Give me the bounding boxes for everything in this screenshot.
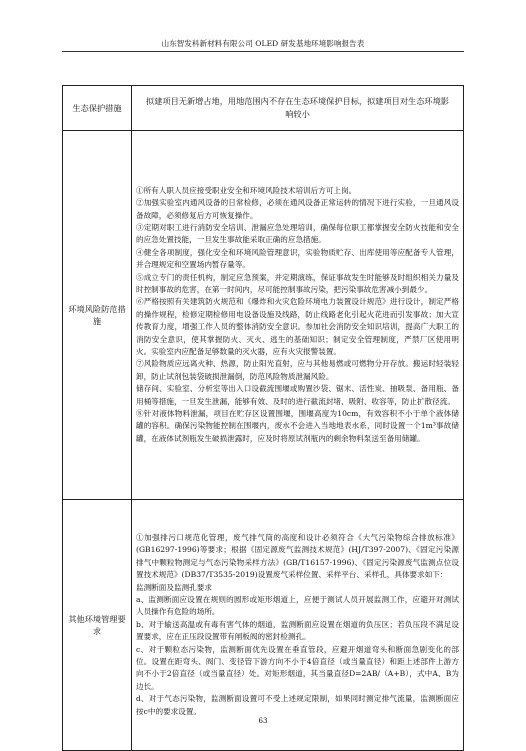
paragraph: ⑧针对液体物料泄漏，项目在贮存区设置围堰，围堰高度为10cm，有效容积不小于单个液体储罐的容积。确保污染物能控制在围堰内，废水不会进入当地地表水系，同时设置一个1m³事故储罐，在液体试剂瓶发生破损泄露时，应及时将原试剂瓶内的剩余物料泵送至备用储罐。 <box>136 409 459 443</box>
table-row <box>63 86 464 131</box>
paragraph: ③定期对职工进行消防安全培训、泄漏应急处理培训，确保每位职工都掌握安全防火技能和安全的应急处置技能，一旦发生事故能采取正确的应急措施。 <box>136 222 459 245</box>
header-divider <box>62 51 464 52</box>
row-label-risk: 环境风险防范措施 <box>63 131 132 500</box>
paragraph: a、监测断面应设置在规则的圆形或矩形烟道上，应便于测试人员开展监测工作，应避开对测试人员操作有危险的场所。 <box>136 594 459 617</box>
table-row <box>63 131 464 500</box>
page-number: 63 <box>258 717 268 725</box>
row-label-ecology: 生态保护措施 <box>63 86 132 131</box>
row-content-ecology <box>132 86 464 131</box>
table-row <box>63 500 464 751</box>
measures-table <box>62 85 464 751</box>
paragraph: ⑦风险物质应远离火种、热源，防止阳光直射，应与其他易燃或可燃物分开存放。搬运时轻装轻卸，防止试剂包装袋破损泄漏倒，防范风险物质泄漏风险。 <box>136 359 459 381</box>
paragraph: 拟建项目无新增占地，用地范围内不存在生态环境保护目标，拟建项目对生态环境影响较小 <box>146 96 449 119</box>
paragraph: c、对于颗粒态污染物，监测断面优先设置在垂直管段，应避开烟道弯头和断面急剧变化的部位。设置在距弯头、阀门、变径管下游方向不小于4倍直径（或当量直径）和距上述部件上游方向不小于2倍直径（或当量直径）处。对矩形烟道，其当量直径D=2AB/（A+B），式中A、B为边长。 <box>136 644 459 691</box>
row-content-other <box>132 500 464 751</box>
document-header: 山东智发科新材料有限公司 OLED 研发基地环境影响报告表 <box>161 39 365 48</box>
paragraph: ②加强实验室内通风设备的日常检修，必须在通风设备正常运转的情况下进行实验，一旦通风设备故障，必须修复后方可恢复操作。 <box>136 198 459 220</box>
paragraph: 储存间、实验室、分析室等出入口设截流围堰或购置沙袋、锯末、活性炭、抽吸泵、备用瓶、备用桶等措施，一旦发生泄漏，能够有效、及时的进行截流封堵、吸附、收容等，防止扩散径流。 <box>136 384 459 406</box>
row-label-other: 其他环境管理要求 <box>63 500 132 751</box>
paragraph: d、对于气态污染物，监测断面设置可不受上述规定限制，如果同时测定排气流量，监测断面应按c中的要求设置。 <box>136 694 459 716</box>
paragraph: 监测断面及监测孔要求 <box>136 582 212 592</box>
paragraph: ①所有人职人员应接受职业安全和环境风险技术培训后方可上岗。 <box>136 185 357 195</box>
paragraph: ①加强排污口规范化管理，废气排气筒的高度和设计必须符合《大气污染物综合排放标准》(GB16297-1996)等要求；根据《固定源废气监测技术规范》(HJ/T397-2007)、《固定污染源排气中颗粒物测定与气态污染物采样方法》(GB/T16157-1996)、《固定污染源废气监测点位设置技术规范》(DB37/T3535-2019)设置废气采样位置、采样平台、采样孔，具体要求如下： <box>136 532 459 580</box>
paragraph: ⑤成立专门的责任机构，制定应急预案，并定期演练，保证事故发生时能够及时组织相关力量及时控制事故的危害，在第一时间内，尽可能控制事故污染，把污染事故危害减小到最少。 <box>136 272 459 294</box>
paragraph: ④健全各项制度，强化安全和环境风险管理意识，实验物质贮存、出库使用等应配备专人管理，并合理规定和空置场内暂存量等。 <box>136 247 459 270</box>
paragraph: b、对于输送高温或有毒有害气体的烟道，监测断面应设置在烟道的负压区；若负压段不满足设置要求，应在正压段设置带有闸板阀的密封检测孔。 <box>136 619 459 642</box>
paragraph: ⑥严格按照有关建筑防火规范和《爆炸和火灾危险环境电力装置设计规范》进行设计，制定严格的操作规程，检修定期检修用电设备设施及线路，防止线路老化引起火花进而引发事故；加大宣传教育力度，增强工作人员的整体消防安全意识。参加社会消防安全知识培训，提高广大职工的消防安全意识，使其掌握防火、灭火、逃生的基础知识；制定安全管理制度，严禁厂区使用明火。实验室内应配备足够数量的灭火器，应有火灾报警装置。 <box>136 297 459 357</box>
row-content-risk <box>132 131 464 500</box>
